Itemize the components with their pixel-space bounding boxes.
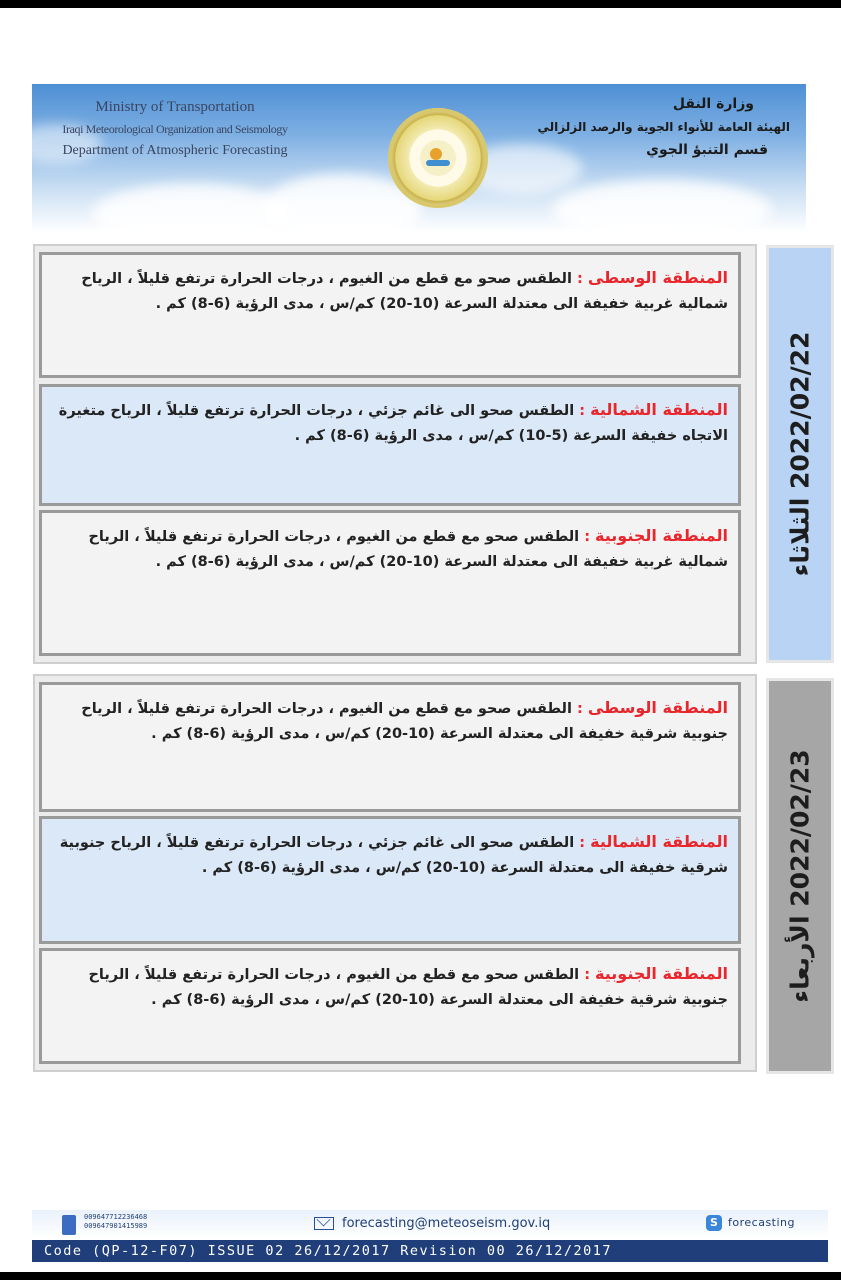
- day-1-weekday: الثلاثاء: [785, 497, 815, 577]
- header-arabic: [538, 92, 790, 162]
- sun-icon: [430, 148, 442, 160]
- day-1-date-label: [786, 332, 815, 577]
- region-box-north: [39, 384, 741, 506]
- organization-ar: الهيئة العامة للأنواء الجوية والرصد الزلزالي: [537, 120, 790, 134]
- header-english: [40, 96, 310, 162]
- region-forecast-text: الطقس صحو مع قطع من الغيوم ، درجات الحرارة ترتفع قليلاً ، الرياح شمالية غربية خفيفة الى معتدلة السرعة (10-20) كم/س ، مدى الرؤية (6-8) كم .: [88, 529, 728, 570]
- region-forecast-text: الطقس صحو مع قطع من الغيوم ، درجات الحرارة ترتفع قليلاً ، الرياح شمالية غربية خفيفة الى معتدلة السرعة (10-20) كم/س ، مدى الرؤية (6-8) كم .: [81, 271, 728, 312]
- day-2-date: 2022/02/23: [785, 749, 815, 907]
- phone-numbers: [84, 1213, 147, 1231]
- region-colon: :: [579, 529, 596, 545]
- ministry-en: Ministry of Transportation: [95, 99, 255, 115]
- region-name: المنطقة الشمالية: [590, 400, 728, 419]
- department-en: Department of Atmospheric Forecasting: [62, 143, 288, 158]
- footer-contact-row: [32, 1210, 828, 1238]
- logo-emblem: [388, 108, 488, 208]
- region-name: المنطقة الجنوبية: [595, 526, 728, 545]
- logo-center: [420, 140, 456, 176]
- region-forecast-text: الطقس صحو الى غائم جزئي ، درجات الحرارة ترتفع قليلاً ، الرياح جنوبية شرقية خفيفة الى معتدلة السرعة (10-20) كم/س ، مدى الرؤية (6-8) كم .: [59, 835, 728, 876]
- day-2-date-label: [786, 749, 815, 1002]
- mail-icon: [314, 1217, 334, 1230]
- top-border: [0, 0, 841, 8]
- footer: [32, 1210, 828, 1262]
- header-banner: [32, 84, 806, 232]
- day-2-date-column: [766, 678, 834, 1074]
- region-name: المنطقة الجنوبية: [595, 964, 728, 983]
- document-code-line: Code (QP-12-F07) ISSUE 02 26/12/2017 Revision 00 26/12/2017: [32, 1240, 828, 1262]
- region-name: المنطقة الشمالية: [590, 832, 728, 851]
- phone-icon: [62, 1215, 76, 1235]
- region-name: المنطقة الوسطى: [587, 268, 728, 287]
- region-colon: :: [579, 967, 596, 983]
- region-box-south: [39, 510, 741, 656]
- day-2-weekday: الأربعاء: [785, 915, 815, 1003]
- region-colon: :: [571, 701, 588, 717]
- region-box-south: [39, 948, 741, 1064]
- phone-number-1: 009647712236468: [84, 1213, 148, 1221]
- bottom-border: [0, 1272, 841, 1280]
- skype-icon: S: [706, 1215, 722, 1231]
- day-1-date-column: [766, 245, 834, 663]
- day-1-forecast-group: [33, 244, 757, 664]
- region-box-central: [39, 682, 741, 812]
- day-1-date: 2022/02/22: [785, 331, 815, 489]
- region-box-north: [39, 816, 741, 944]
- phone-number-2: 009647901415989: [84, 1222, 148, 1230]
- region-name: المنطقة الوسطى: [587, 698, 728, 717]
- department-ar: قسم التنبؤ الجوي: [646, 142, 768, 158]
- email-link[interactable]: forecasting@meteoseism.gov.iq: [342, 1216, 551, 1231]
- day-2-forecast-group: [33, 674, 757, 1072]
- region-forecast-text: الطقس صحو مع قطع من الغيوم ، درجات الحرارة ترتفع قليلاً ، الرياح جنوبية شرقية خفيفة الى معتدلة السرعة (10-20) كم/س ، مدى الرؤية (6-8) كم .: [88, 967, 728, 1008]
- region-forecast-text: الطقس صحو مع قطع من الغيوم ، درجات الحرارة ترتفع قليلاً ، الرياح جنوبية شرقية خفيفة الى معتدلة السرعة (10-20) كم/س ، مدى الرؤية (6-8) كم .: [81, 701, 728, 742]
- organization-en: Iraqi Meteorological Organization and Seismology: [62, 122, 288, 136]
- region-box-central: [39, 252, 741, 378]
- skype-handle[interactable]: forecasting: [728, 1216, 795, 1229]
- region-colon: :: [574, 835, 591, 851]
- region-colon: :: [571, 271, 588, 287]
- region-forecast-text: الطقس صحو الى غائم جزئي ، درجات الحرارة ترتفع قليلاً ، الرياح متغيرة الاتجاه خفيفة السرعة (5-10) كم/س ، مدى الرؤية (6-8) كم .: [58, 403, 728, 444]
- region-colon: :: [574, 403, 591, 419]
- wave-icon: [426, 160, 450, 166]
- ministry-ar: وزارة النقل: [672, 96, 754, 112]
